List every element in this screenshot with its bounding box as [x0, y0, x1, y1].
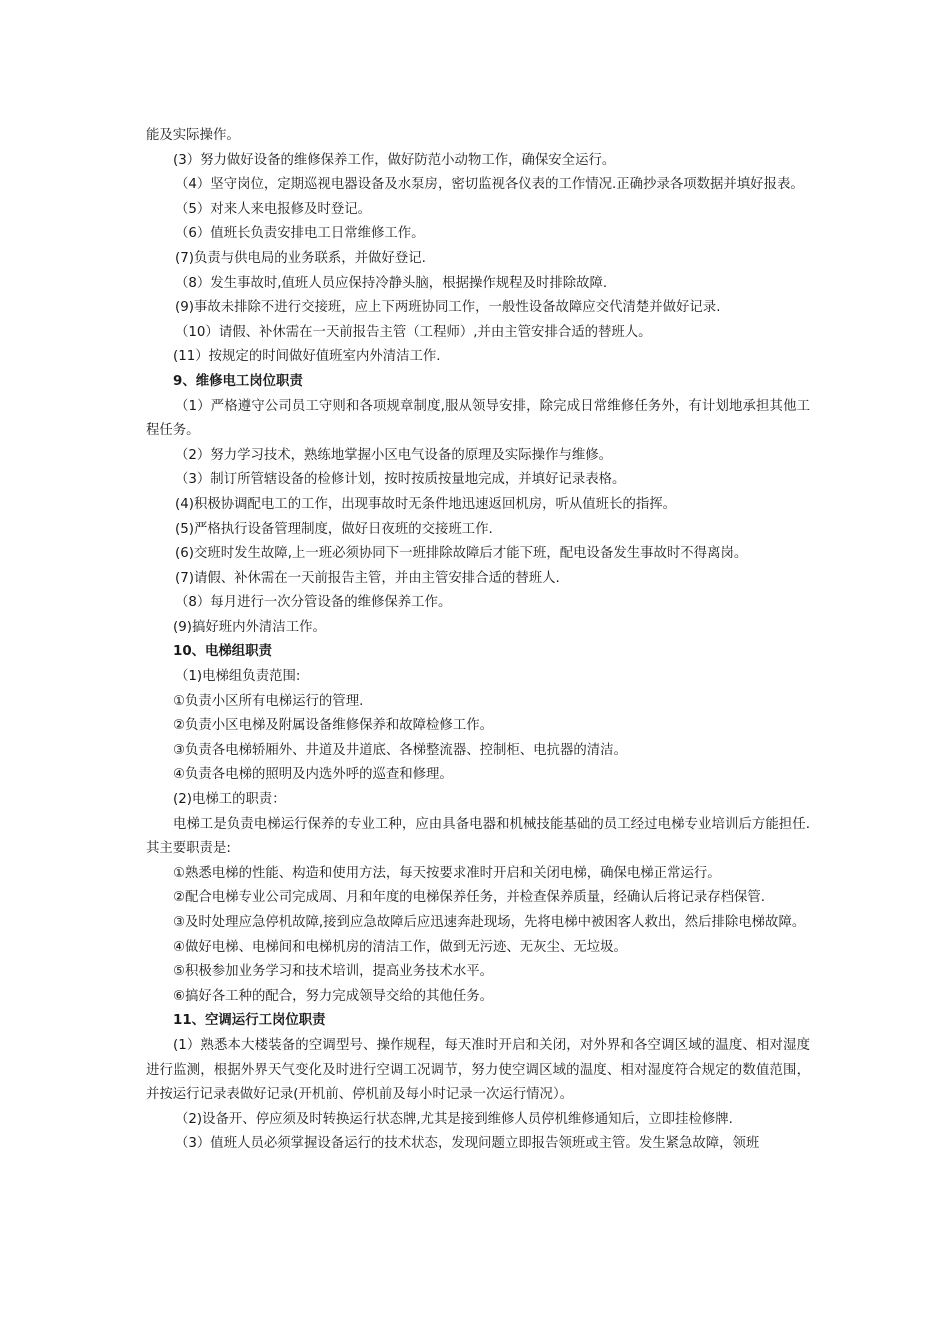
paragraph: (4)积极协调配电工的工作，出现事故时无条件地迅速返回机房，听从值班长的指挥。 — [175, 496, 677, 512]
paragraph: ⑥搞好各工种的配合，努力完成领导交给的其他任务。 — [173, 988, 493, 1004]
paragraph: (5)严格执行设备管理制度，做好日夜班的交接班工作. — [175, 521, 493, 537]
paragraph: (9)搞好班内外清洁工作。 — [173, 619, 326, 635]
paragraph: (1）熟悉本大楼装备的空调型号、操作规程，每天准时开启和关闭，对外界和各空调区域的温度、相对湿度进行监测，根据外界天气变化及时进行空调工况调节，努力使空调区域的温度、相对湿度符合规定的数值范围，并按运行记录表做好记录(开机前、停机前及每小时记录一次运行情况）。 — [146, 1037, 810, 1103]
paragraph: ②配合电梯专业公司完成周、月和年度的电梯保养任务，并检查保养质量，经确认后将记录存档保管. — [173, 890, 766, 906]
paragraph: （10）请假、补休需在一天前报告主管（工程师）,并由主管安排合适的替班人。 — [175, 324, 652, 340]
document-body — [146, 124, 810, 1157]
paragraph: 电梯工是负责电梯运行保养的专业工种，应由具备电器和机械技能基础的员工经过电梯专业培训后方能担任.其主要职责是: — [146, 816, 810, 857]
paragraph: （2)设备开、停应须及时转换运行状态牌,尤其是接到维修人员停机维修通知后，立即挂检修牌. — [175, 1111, 733, 1127]
paragraph: （5）对来人来电报修及时登记。 — [175, 201, 371, 217]
paragraph: ③负责各电梯轿厢外、井道及井道底、各梯整流器、控制柜、电抗器的清洁。 — [173, 742, 627, 758]
paragraph: (3）努力做好设备的维修保养工作，做好防范小动物工作，确保安全运行。 — [173, 152, 616, 168]
paragraph: （8）每月进行一次分管设备的维修保养工作。 — [175, 595, 452, 611]
paragraph: (7)请假、补休需在一天前报告主管，并由主管安排合适的替班人. — [175, 570, 560, 586]
paragraph: （6）值班长负责安排电工日常维修工作。 — [175, 226, 425, 242]
paragraph: ②负责小区电梯及附属设备维修保养和故障检修工作。 — [173, 718, 493, 734]
section-heading: 10、电梯组职责 — [173, 644, 272, 660]
paragraph: (2)电梯工的职责： — [173, 792, 286, 808]
paragraph: ①熟悉电梯的性能、构造和使用方法，每天按要求准时开启和关闭电梯，确保电梯正常运行。 — [173, 865, 721, 881]
paragraph: (11）按规定的时间做好值班室内外清洁工作. — [173, 349, 441, 365]
section-heading: 9、维修电工岗位职责 — [173, 373, 303, 389]
paragraph: （1)电梯组负责范围: — [175, 669, 301, 685]
paragraph: （2）努力学习技术，熟练地掌握小区电气设备的原理及实际操作与维修。 — [175, 447, 613, 463]
paragraph: 能及实际操作。 — [146, 128, 240, 143]
paragraph: （1）严格遵守公司员工守则和各项规章制度,服从领导安排，除完成日常维修任务外，有计划地承担其他工程任务。 — [146, 398, 810, 439]
paragraph: (9)事故未排除不进行交接班，应上下两班协同工作，一般性设备故障应交代清楚并做好记录. — [175, 300, 721, 316]
paragraph: (6)交班时发生故障,上一班必须协同下一班排除故障后才能下班，配电设备发生事故时不得离岗。 — [175, 546, 748, 562]
section-heading: 11、空调运行工岗位职责 — [173, 1013, 326, 1029]
paragraph: （8）发生事故时,值班人员应保持冷静头脑，根据操作规程及时排除故障. — [175, 275, 608, 291]
paragraph: （3）值班人员必须掌握设备运行的技术状态，发现问题立即报告领班或主管。发生紧急故障，领班 — [175, 1136, 760, 1152]
paragraph: ④负责各电梯的照明及内选外呼的巡查和修理。 — [173, 767, 453, 783]
paragraph: ④做好电梯、电梯间和电梯机房的清洁工作，做到无污迹、无灰尘、无垃圾。 — [173, 939, 627, 955]
paragraph: ⑤积极参加业务学习和技术培训，提高业务技术水平。 — [173, 964, 493, 980]
paragraph: （4）坚守岗位，定期巡视电器设备及水泵房，密切监视各仪表的工作情况.正确抄录各项数据并填好报表。 — [175, 177, 804, 193]
paragraph: ③及时处理应急停机故障,接到应急故障后应迅速奔赴现场，先将电梯中被困客人救出，然后排除电梯故障。 — [173, 915, 806, 930]
paragraph: (7)负责与供电局的业务联系，并做好登记. — [175, 250, 426, 266]
paragraph: （3）制订所管辖设备的检修计划，按时按质按量地完成，并填好记录表格。 — [175, 472, 626, 488]
paragraph: ①负责小区所有电梯运行的管理. — [173, 693, 364, 709]
